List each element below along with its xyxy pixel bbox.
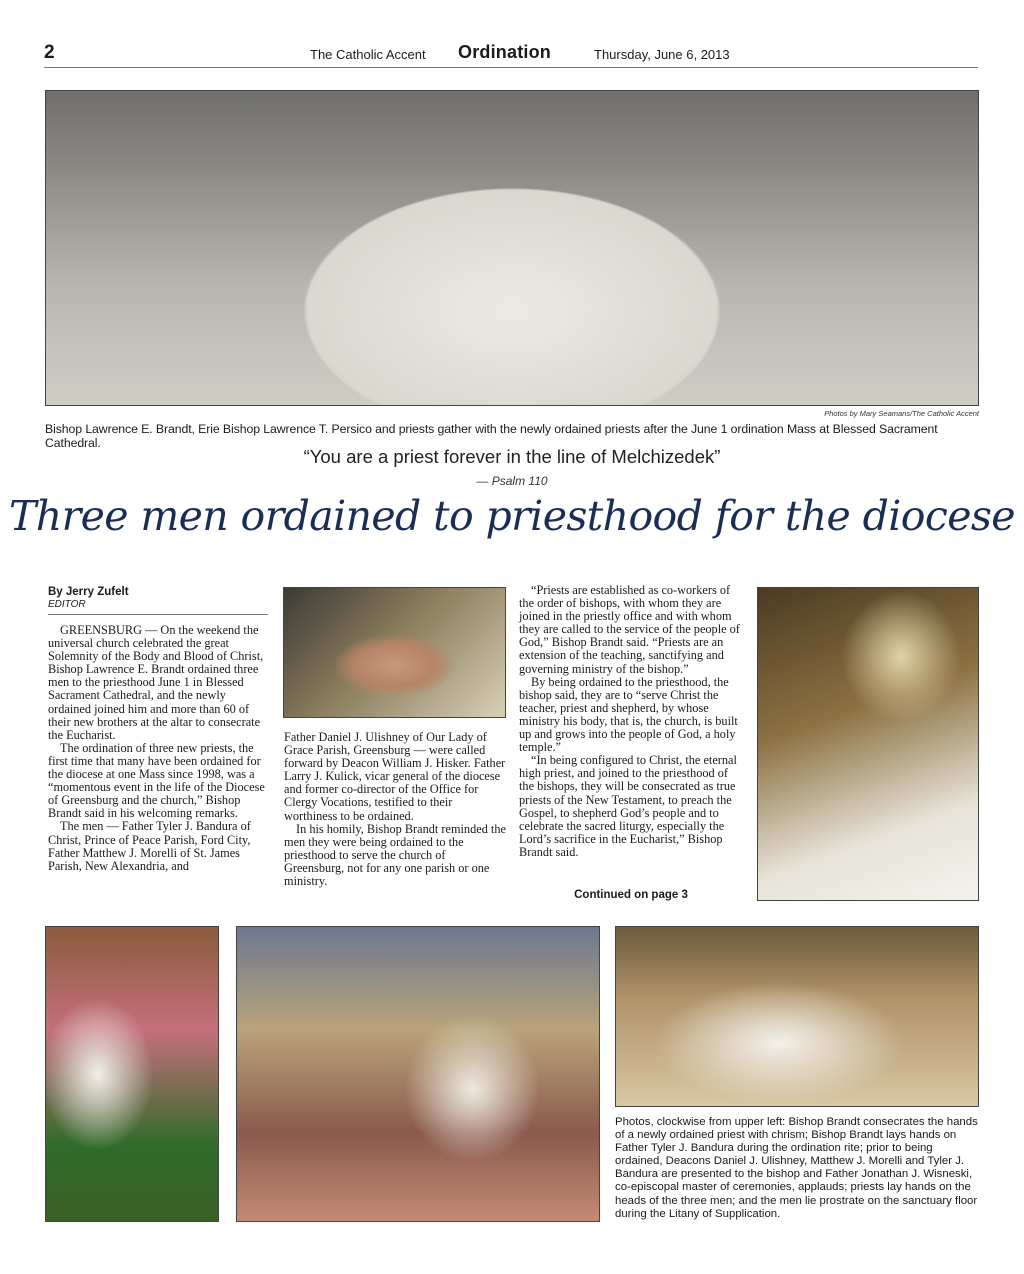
page-number: 2 — [44, 42, 55, 63]
byline-title: EDITOR — [48, 599, 86, 610]
photos-caption: Photos, clockwise from upper left: Bishop Brandt consecrates the hands of a newly ordained priest with chrism; Bishop Brandt lays hands on Father Tyler J. Bandura during the ordination rite; prior to being ordained, Deacons Daniel J. Ulishney, Matthew J. Morelli and Tyler J. Bandura are presented to the bishop and Father Jonathan J. Wisneski, co-episcopal master of ceremonies, applauds; priests lay hands on the heads of the three men; and the men lie prostrate on the sanctuary floor during the Litany of Supplication. — [615, 1116, 978, 1220]
paragraph: The ordination of three new priests, the first time that many have been ordained for the diocese at one Mass since 1998, was a “momentous event in the life of the Diocese of Greensburg and the church,” Bishop Brandt said in his welcoming remarks. — [48, 740, 265, 821]
byline-divider — [48, 614, 268, 615]
photo-credit: Photos by Mary Seamans/The Catholic Accent — [824, 409, 979, 418]
hands-chrism-photo — [283, 587, 506, 718]
paragraph: GREENSBURG — On the weekend the universal church celebrated the great Solemnity of the Body and Blood of Christ, Bishop Lawrence E. Brandt ordained three men to the priesthood June 1 in Blessed Sacrament Cathedral, and the newly ordained joined him and more than 60 of their new brothers at the altar to consecrate the Eucharist. — [48, 623, 264, 742]
headline: Three men ordained to priesthood for the diocese — [9, 492, 1015, 540]
group-photo — [45, 90, 979, 406]
byline-author: By Jerry Zufelt — [48, 586, 129, 598]
paragraph: “In being configured to Christ, the eternal high priest, and joined to the priesthood of the bishops, they will be consecrated as true priests of the New Testament, to preach the Gospel, to shepherd God’s people and to celebrate the sacred liturgy, especially the Lord’s sacrifice in the Eucharist,” Bishop Brandt said. — [519, 753, 737, 859]
priests-lay-hands-photo — [236, 926, 600, 1222]
paragraph: In his homily, Bishop Brandt reminded the men they were being ordained to the priesthood to serve the church of Greensburg, not for any one parish or one ministry. — [284, 821, 506, 889]
pull-quote: “You are a priest forever in the line of Melchizedek” — [303, 446, 721, 467]
prostrate-photo — [45, 926, 219, 1222]
paragraph: The men — Father Tyler J. Bandura of Christ, Prince of Peace Parish, Ford City, Father Matthew J. Morelli of St. James Parish, New Alexandria, and — [48, 819, 251, 873]
article-column-1 — [48, 624, 270, 873]
header-divider — [44, 67, 978, 68]
quote-source: — Psalm 110 — [476, 474, 548, 488]
deacons-presented-photo — [615, 926, 979, 1107]
section-title: Ordination — [458, 42, 551, 62]
publication-name: The Catholic Accent — [310, 47, 426, 62]
paragraph: Father Daniel J. Ulishney of Our Lady of Grace Parish, Greensburg — were called forward by Deacon William J. Hisker. Father Larry J. Kulick, vicar general of the diocese and former co-director of the Office for Clergy Vocations, testified to their worthiness to be ordained. — [284, 730, 506, 823]
article-column-3 — [519, 584, 743, 859]
paragraph: By being ordained to the priesthood, the bishop said, they are to “serve Christ the teacher, priest and shepherd, by whose ministry his body, that is, the church, is built up and grows into the people of God, a holy temple.” — [519, 674, 738, 755]
issue-date: Thursday, June 6, 2013 — [594, 47, 730, 62]
paragraph: “Priests are established as co-workers of the order of bishops, with whom they are joined in the priestly office and with whom they are called to the service of the people of God,” Bishop Brandt said. “Priests are an extension of the teaching, sanctifying and governing ministry of the bishop.” — [519, 583, 740, 676]
main-photo-caption: Bishop Lawrence E. Brandt, Erie Bishop Lawrence T. Persico and priests gather with the newly ordained priests after the June 1 ordination Mass at Blessed Sacrament Cathedral. — [45, 422, 938, 450]
article-column-2 — [284, 731, 506, 888]
bishop-laying-hands-photo — [757, 587, 979, 901]
continued-note: Continued on page 3 — [574, 889, 688, 901]
